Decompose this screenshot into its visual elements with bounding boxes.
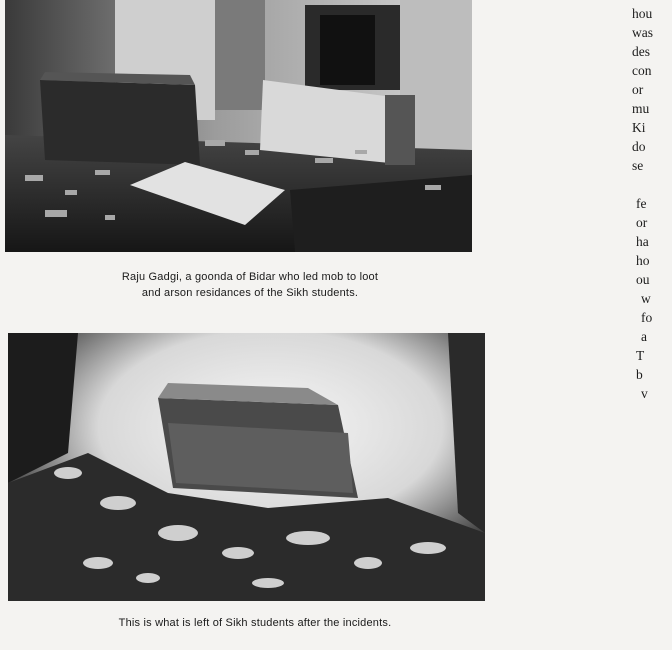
right-line: ha: [636, 234, 649, 249]
right-line: v: [641, 386, 648, 401]
right-line: hou: [632, 6, 653, 21]
right-line: or: [636, 215, 648, 230]
caption-top-line1: Raju Gadgi, a goonda of Bidar who led mob to loot: [121, 271, 379, 283]
photo-looted-room: [5, 0, 472, 252]
right-line: ho: [636, 253, 650, 268]
photo-burnt-remains-image: [8, 333, 485, 601]
caption-top-line2: and arson residances of the Sikh students.: [141, 287, 359, 299]
right-line: des: [632, 44, 650, 59]
right-line: se: [632, 158, 644, 173]
photo-burnt-remains: [8, 333, 485, 601]
right-line: fe: [636, 196, 647, 211]
right-line: mu: [632, 101, 650, 116]
caption-bottom: This is what is left of Sikh students after the incidents.: [118, 617, 392, 629]
right-line: w: [641, 291, 651, 306]
right-line: fo: [641, 310, 653, 325]
photo-looted-room-image: [5, 0, 472, 252]
right-line: Ki: [632, 120, 646, 135]
right-line: do: [632, 139, 646, 154]
right-line: or: [632, 82, 644, 97]
right-line: ou: [636, 272, 650, 287]
right-line: was: [632, 25, 653, 40]
right-line: a: [641, 329, 647, 344]
right-line: b: [636, 367, 643, 382]
right-column-text: [632, 4, 672, 403]
right-line: con: [632, 63, 652, 78]
right-line: T: [636, 348, 645, 363]
